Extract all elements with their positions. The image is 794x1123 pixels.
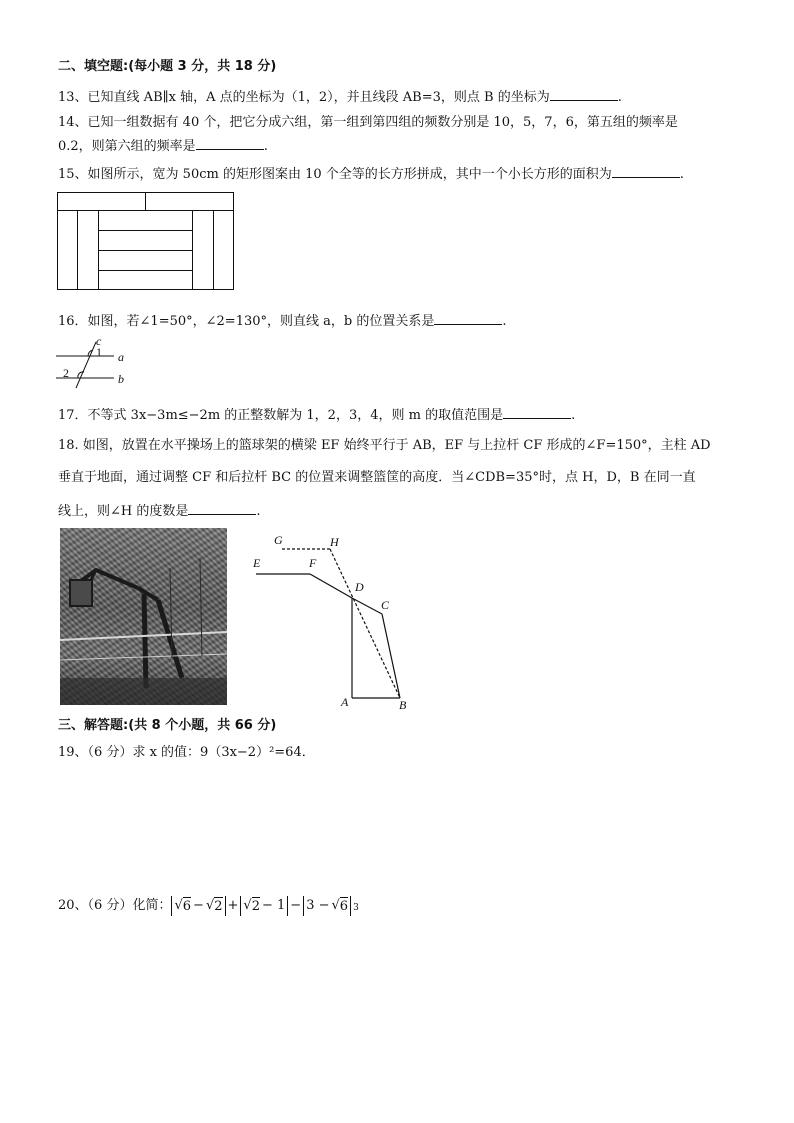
answer-blank-16[interactable]	[434, 310, 502, 325]
term-3-head: 3 −	[306, 898, 330, 913]
question-14-text: 0.2，则第六组的频率是	[58, 139, 196, 154]
question-19: 19、（6 分）求 x 的值：9（3x−2）²=64．	[58, 745, 315, 760]
question-17-text: 17．不等式 3x−3m≤−2m 的正整数解为 1，2，3，4，则 m 的取值范围是	[58, 408, 504, 423]
question-15-text: 15、如图所示，宽为 50cm 的矩形图案由 10 个全等的长方形拼成，其中一个小长方形的面积为	[58, 167, 612, 182]
question-14-line-2	[58, 135, 268, 156]
label-b: b	[118, 372, 124, 386]
question-20	[58, 895, 359, 917]
label-E: E	[253, 556, 261, 570]
question-15-end: .	[679, 167, 684, 182]
question-18-end: .	[256, 504, 261, 519]
question-17-end: .	[571, 408, 576, 423]
label-angle-2: 2	[63, 366, 69, 380]
radicand-6: 6	[182, 898, 192, 914]
abs-term-2: √ 2 − 1	[240, 896, 288, 916]
label-F: F	[309, 556, 317, 570]
question-14-line-1: 14、已知一组数据有 40 个，把它分成六组，第一组到第四组的频数分别是 10，5，7，6，第五组的频率是	[58, 115, 678, 130]
section-3-title: 三、解答题:(共 8 个小题，共 66 分)	[58, 718, 277, 733]
rectangle-pattern-figure	[57, 192, 235, 292]
question-20-suffix: 3	[353, 903, 359, 913]
question-16-text: 16．如图，若∠1=50°，∠2=130°，则直线 a，b 的位置关系是	[58, 314, 435, 329]
answer-blank-17[interactable]	[503, 404, 571, 419]
label-H: H	[330, 535, 339, 549]
label-B: B	[399, 698, 407, 712]
label-C: C	[381, 598, 390, 612]
question-13-end: .	[617, 90, 622, 105]
question-16-end: .	[502, 314, 507, 329]
abs-term-1: √ 6 − √ 2	[171, 896, 225, 916]
radicand-2: 2	[214, 898, 223, 914]
radicand-2b: 2	[251, 898, 260, 914]
section-2-title: 二、填空题:(每小题 3 分，共 18 分)	[58, 59, 277, 74]
label-G: G	[274, 533, 283, 547]
answer-blank-15[interactable]	[612, 163, 680, 178]
question-18-line-3	[58, 500, 261, 521]
answer-blank-14[interactable]	[196, 135, 264, 150]
question-18-line-2: 垂直于地面，通过调整 CF 和后拉杆 BC 的位置来调整篮筐的高度．当∠CDB=35°时，点 H，D，B 在同一直	[58, 470, 696, 485]
question-14-end: .	[263, 139, 268, 154]
question-18-text: 线上，则∠H 的度数是	[58, 504, 189, 519]
question-13-text: 13、已知直线 AB∥x 轴，A 点的坐标为（1，2），并且线段 AB=3，则点 B 的坐标为	[58, 90, 550, 105]
question-16	[58, 310, 507, 331]
label-a: a	[118, 350, 124, 364]
label-D: D	[355, 580, 364, 594]
abs-term-3: 3 − √ 6	[303, 896, 351, 916]
answer-blank-18[interactable]	[188, 500, 256, 515]
basketball-hoop-photo	[60, 528, 227, 705]
radicand-6b: 6	[339, 898, 349, 914]
question-18-line-1: 18. 如图，放置在水平操场上的篮球架的横梁 EF 始终平行于 AB，EF 与上拉杆 CF 形成的∠F=150°，主柱 AD	[58, 438, 711, 453]
operator-minus: −	[193, 898, 204, 913]
question-15	[58, 163, 684, 184]
term-2-rest: − 1	[262, 898, 286, 913]
label-c: c	[96, 334, 102, 348]
question-17	[58, 404, 575, 425]
question-13	[58, 86, 622, 107]
label-A: A	[341, 695, 349, 709]
operator-minus-2: −	[290, 898, 302, 913]
label-angle-1: 1	[96, 345, 102, 359]
operator-plus: +	[227, 898, 239, 913]
question-20-prefix: 20、（6 分）化简：	[58, 898, 172, 913]
basketball-stand-diagram	[250, 530, 420, 715]
answer-blank-13[interactable]	[550, 86, 618, 101]
